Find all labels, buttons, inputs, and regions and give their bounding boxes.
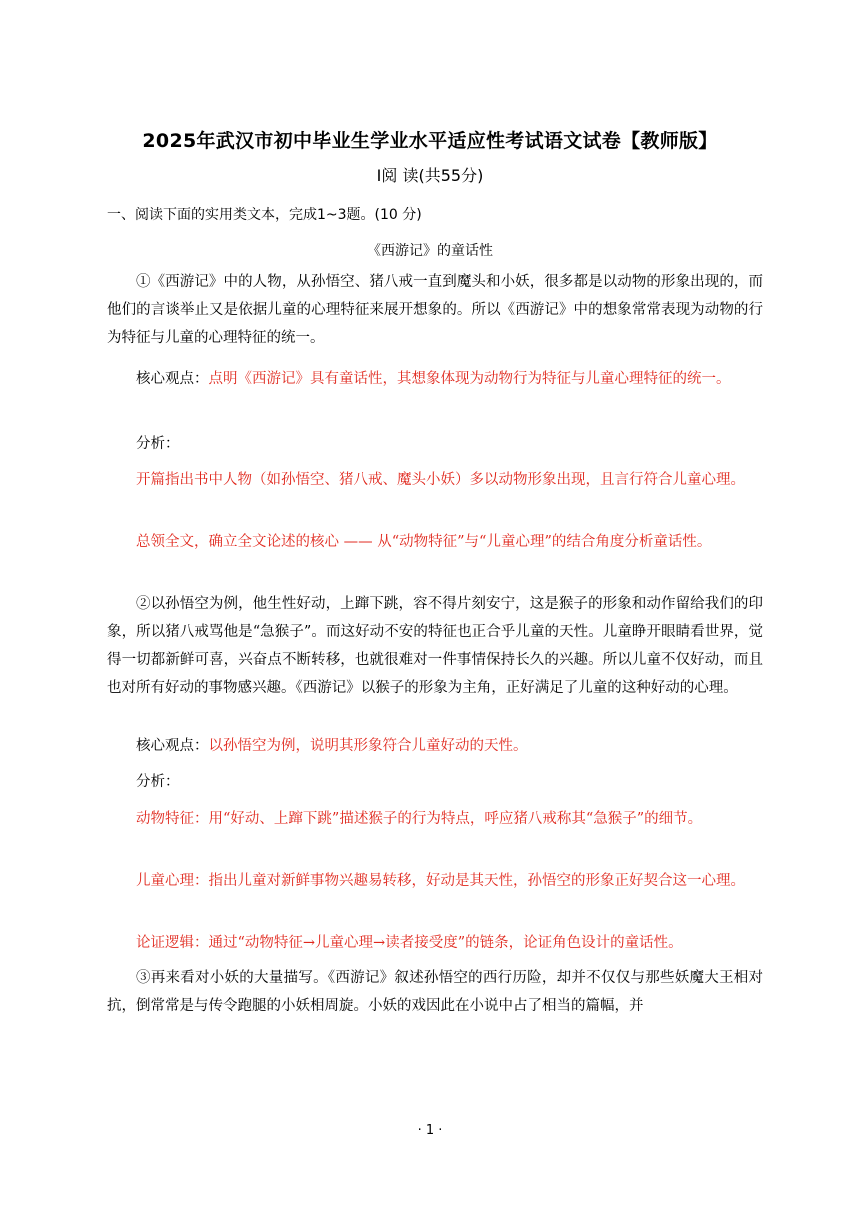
analysis-item: 儿童心理：指出儿童对新鲜事物兴趣易转移，好动是其天性，孙悟空的形象正好契合这一心理。 [136,873,745,889]
analysis-label-2: 分析： [136,774,180,790]
core-point-text: 点明《西游记》具有童话性，其想象体现为动物行为特征与儿童心理特征的统一。 [208,371,731,387]
essay-title: 《西游记》的童话性 [367,243,493,259]
page-number: · 1 · [417,1123,443,1138]
analysis-item: 动物特征：用“好动、上蹿下跳”描述猴子的行为特点，呼应猪八戒称其“急猴子”的细节。 [136,811,703,827]
core-point-1 [107,365,763,393]
paragraph-3: ③再来看对小妖的大量描写。《西游记》叙述孙悟空的西行历险，却并不仅仅与那些妖魔大王相对抗，倒常常是与传令跑腿的小妖相周旋。小妖的戏因此在小说中占了相当的篇幅，并 [107,970,763,1014]
page-title: 2025年武汉市初中毕业生学业水平适应性考试语文试卷【教师版】 [142,130,718,152]
analysis-item: 开篇指出书中人物（如孙悟空、猪八戒、魔头小妖）多以动物形象出现，且言行符合儿童心理。 [136,472,745,488]
analysis-item: 论证逻辑：通过“动物特征→儿童心理→读者接受度”的链条，论证角色设计的童话性。 [136,935,683,951]
core-point-2 [107,732,763,760]
core-point-text: 以孙悟空为例，说明其形象符合儿童好动的天性。 [208,738,528,754]
core-point-label: 核心观点： [136,371,209,387]
paragraph-1: ①《西游记》中的人物，从孙悟空、猪八戒一直到魔头和小妖，很多都是以动物的形象出现的，而他们的言谈举止又是依据儿童的心理特征来展开想象的。所以《西游记》中的想象常常表现为动物的行为特征与儿童的心理特征的统一。 [107,274,763,346]
analysis-label-1: 分析： [136,436,180,452]
paragraph-2: ②以孙悟空为例，他生性好动，上蹿下跳，容不得片刻安宁，这是猴子的形象和动作留给我们的印象，所以猪八戒骂他是“急猴子”。而这好动不安的特征也正合乎儿童的天性。儿童睁开眼睛看世界，觉得一切都新鲜可喜，兴奋点不断转移，也就很难对一件事情保持长久的兴趣。所以儿童不仅好动，而且也对所有好动的事物感兴趣。《西游记》以猴子的形象为主角，正好满足了儿童的这种好动的心理。 [107,596,763,696]
analysis-item: 总领全文，确立全文论述的核心 —— 从“动物特征”与“儿童心理”的结合角度分析童话性。 [136,534,712,550]
core-point-label: 核心观点： [136,738,209,754]
part-subtitle: Ⅰ阅 读(共55分) [376,166,484,185]
section-heading: 一、阅读下面的实用类文本，完成1~3题。(10 分) [107,207,422,223]
